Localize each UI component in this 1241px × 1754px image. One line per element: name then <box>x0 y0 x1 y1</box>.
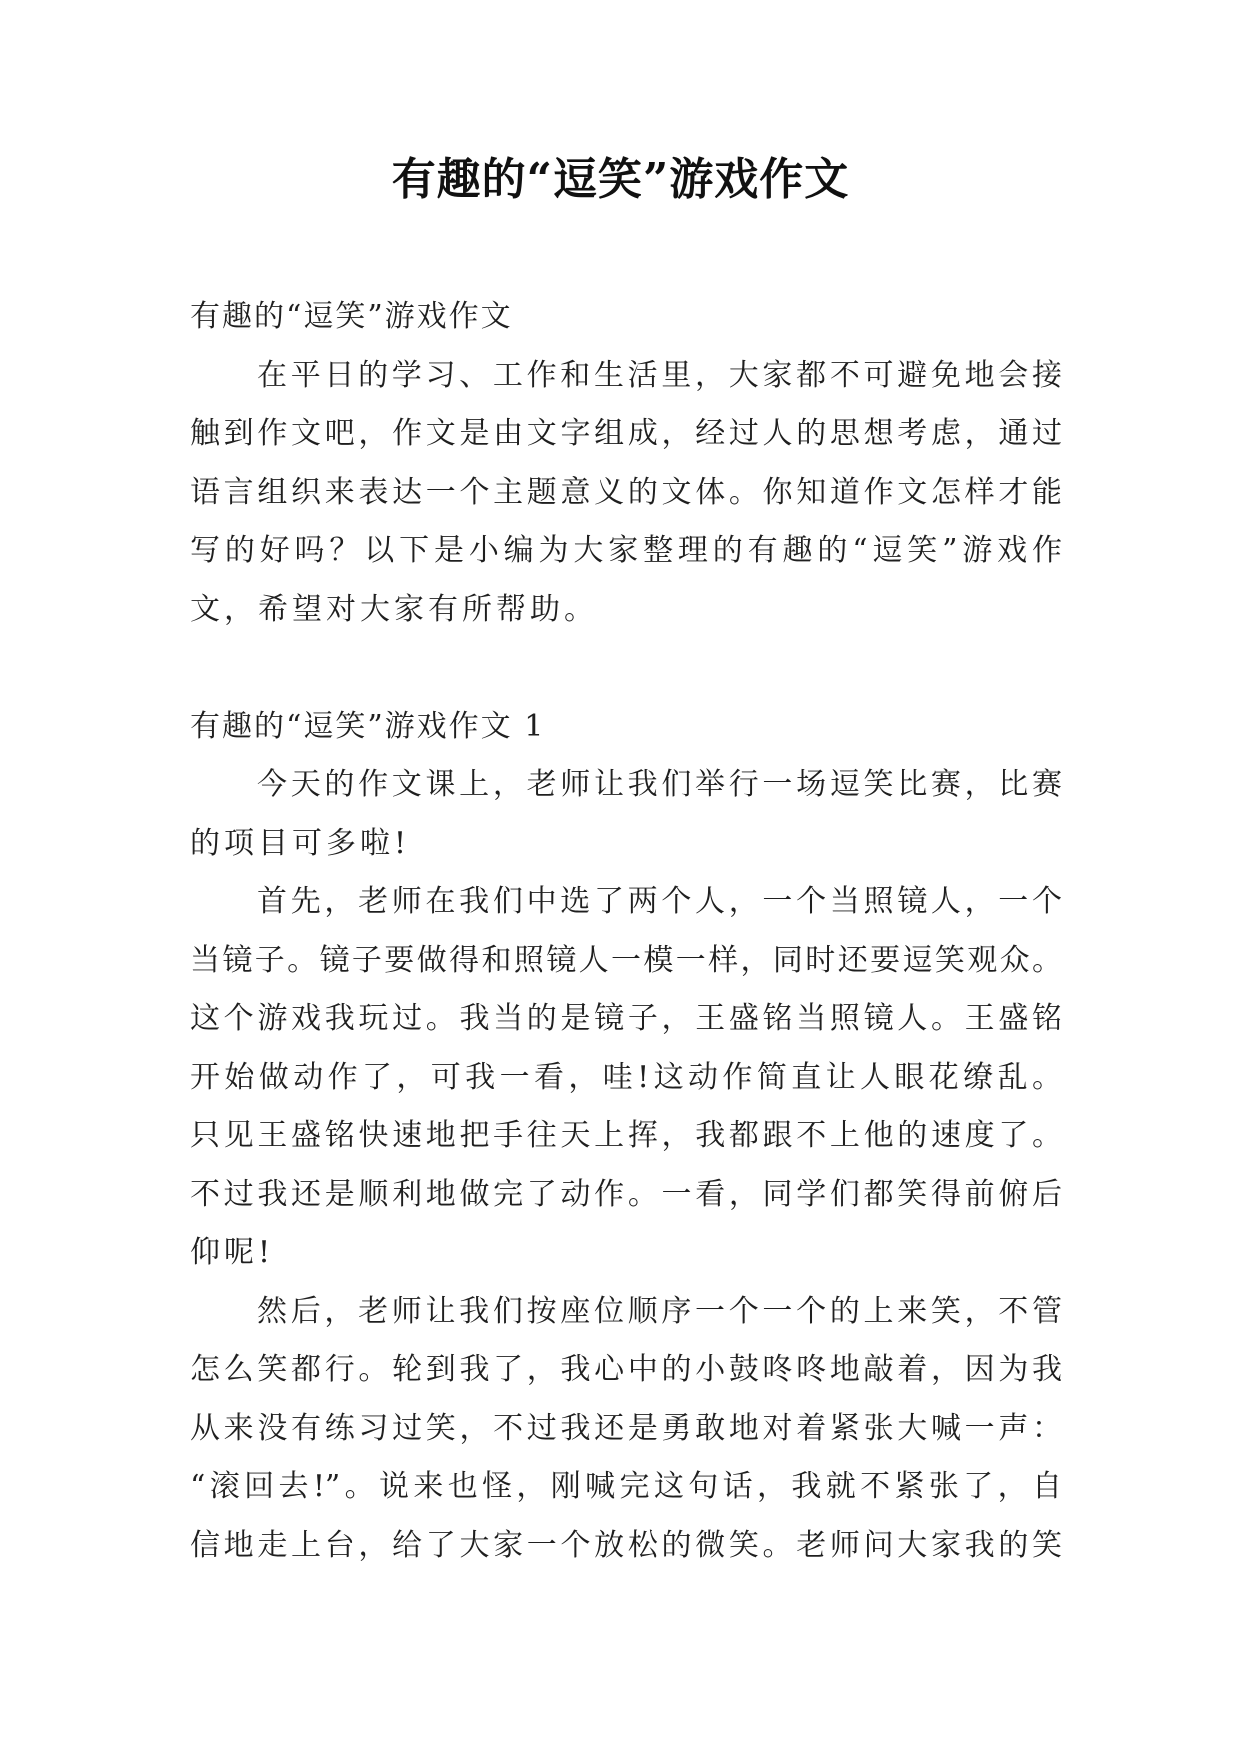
paragraph-line: 今天的作文课上，老师让我们举行一场逗笑比赛，比赛 <box>257 767 1062 802</box>
document-body <box>190 288 1062 1575</box>
paragraph-line: “滚回去!”。说来也怪，刚喊完这句话，我就不紧张了，自 <box>190 1469 1062 1504</box>
paragraph-line: 开始做动作了，可我一看，哇!这动作简直让人眼花缭乱。 <box>190 1059 1062 1095</box>
paragraph-line: 从来没有练习过笑，不过我还是勇敢地对着紧张大喊一声： <box>190 1410 1062 1446</box>
paragraph-line: 首先，老师在我们中选了两个人，一个当照镜人，一个 <box>257 884 1062 919</box>
paragraph-line: 这个游戏我玩过。我当的是镜子，王盛铭当照镜人。王盛铭 <box>190 1001 1062 1036</box>
paragraph-line: 然后，老师让我们按座位顺序一个一个的上来笑，不管 <box>257 1293 1062 1329</box>
section-heading: 有趣的“逗笑”游戏作文 1 <box>190 708 546 744</box>
document-title: 有趣的“逗笑”游戏作文 <box>391 154 850 205</box>
intro-line: 写的好吗？以下是小编为大家整理的有趣的“逗笑”游戏作 <box>190 533 1062 568</box>
paragraph-line: 怎么笑都行。轮到我了，我心中的小鼓咚咚地敲着，因为我 <box>190 1352 1062 1387</box>
paragraph-line: 只见王盛铭快速地把手往天上挥，我都跟不上他的速度了。 <box>190 1118 1062 1153</box>
paragraph-gap <box>190 639 1062 698</box>
subtitle: 有趣的“逗笑”游戏作文 <box>190 299 513 334</box>
paragraph-line: 信地走上台，给了大家一个放松的微笑。老师问大家我的笑 <box>190 1527 1062 1563</box>
intro-line: 触到作文吧，作文是由文字组成，经过人的思想考虑，通过 <box>190 416 1062 451</box>
paragraph-line: 不过我还是顺利地做完了动作。一看，同学们都笑得前俯后 <box>190 1176 1062 1212</box>
paragraph-line: 仰呢! <box>190 1235 275 1270</box>
paragraph-line: 的项目可多啦! <box>190 825 411 861</box>
intro-line: 在平日的学习、工作和生活里，大家都不可避免地会接 <box>257 357 1062 393</box>
paragraph-line: 当镜子。镜子要做得和照镜人一模一样，同时还要逗笑观众。 <box>190 942 1062 978</box>
intro-line: 语言组织来表达一个主题意义的文体。你知道作文怎样才能 <box>190 474 1062 510</box>
intro-line: 文，希望对大家有所帮助。 <box>190 591 598 627</box>
